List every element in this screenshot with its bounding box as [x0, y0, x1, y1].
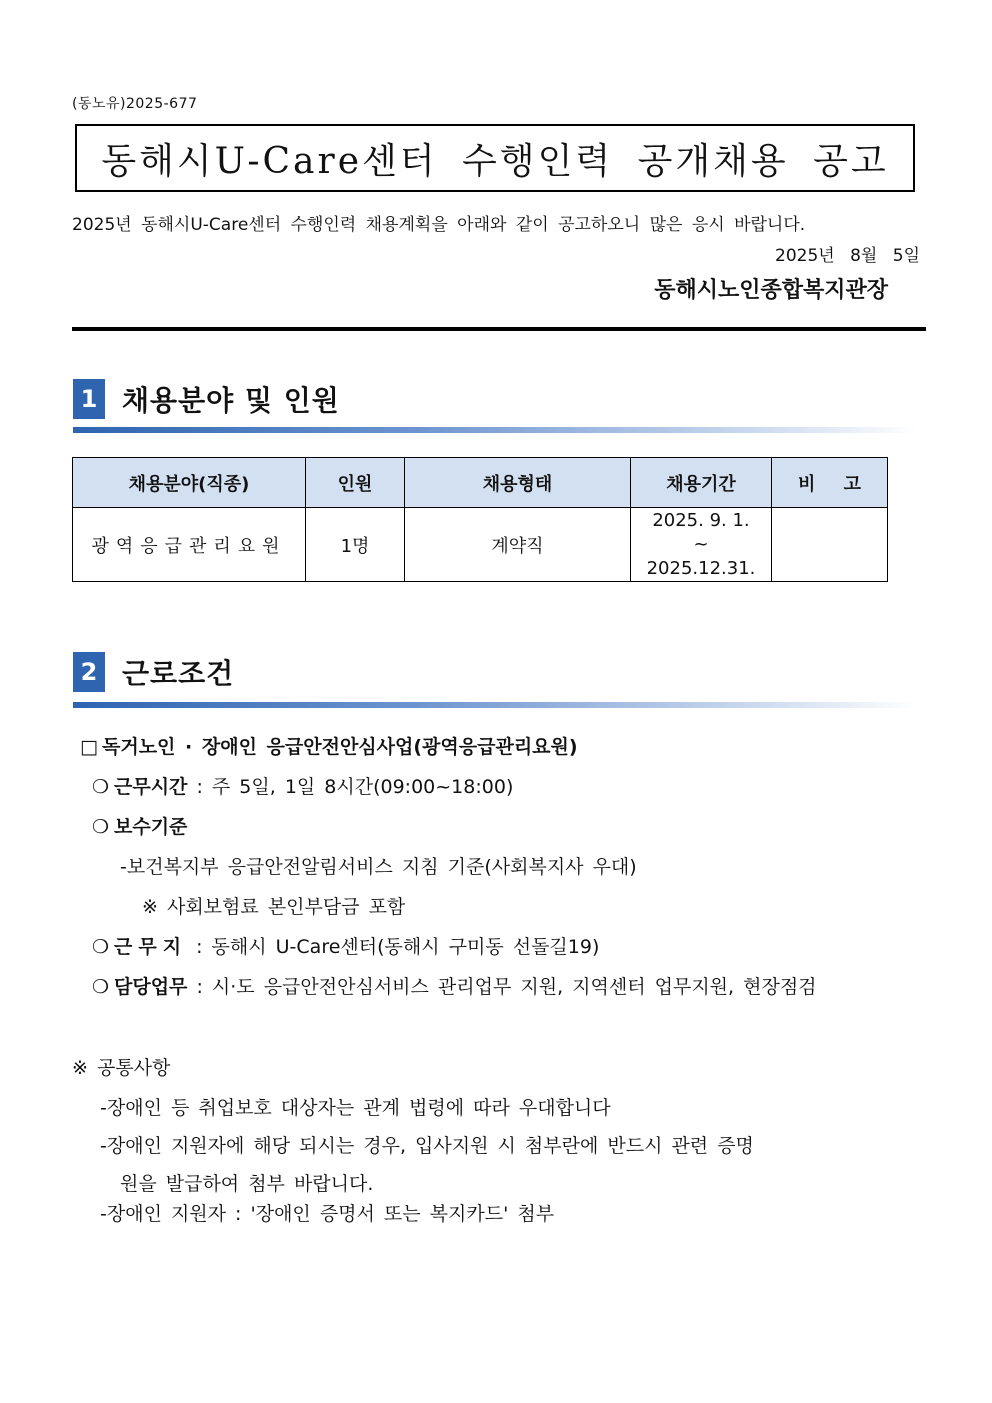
- workplace: [92, 932, 599, 959]
- duties: [92, 972, 817, 999]
- project-item: [80, 732, 578, 759]
- title-box: [75, 124, 915, 192]
- pay-standard-detail: -보건복지부 응급안전알림서비스 지침 기준(사회복지사 우대): [120, 856, 637, 878]
- square-bullet-icon: □: [80, 736, 98, 758]
- work-hours: [92, 772, 513, 799]
- workplace-label: 근무지: [114, 936, 188, 958]
- document-number: (동노유)2025-677: [72, 96, 198, 112]
- cell-field: 광역응급관리요원: [73, 508, 306, 582]
- circle-bullet-icon: ❍: [92, 816, 110, 838]
- common-notes-heading: ※ 공통사항: [72, 1057, 171, 1079]
- common-note-2: -장애인 지원자에 해당 되시는 경우, 입사지원 시 첨부란에 반드시 관련 증명: [100, 1135, 754, 1157]
- work-hours-value: : 주 5일, 1일 8시간(09:00~18:00): [187, 776, 514, 798]
- section-2-number: 2: [73, 652, 105, 692]
- cell-period: [631, 508, 772, 582]
- intro-text: 2025년 동해시U-Care센터 수행인력 채용계획을 아래와 같이 공고하오니 많은 응시 바랍니다.: [72, 215, 806, 235]
- announcement-date: 2025년 8월 5일: [775, 246, 920, 266]
- period-separator: ~: [693, 533, 709, 555]
- common-note-3: -장애인 지원자 : '장애인 증명서 또는 복지카드' 첨부: [100, 1203, 555, 1225]
- cell-type: 계약직: [405, 508, 631, 582]
- organization-name: 동해시노인종합복지관장: [654, 278, 888, 303]
- project-item-text: 독거노인 · 장애인 응급안전안심사업(광역응급관리요원): [102, 736, 578, 758]
- circle-bullet-icon: ❍: [92, 936, 110, 958]
- circle-bullet-icon: ❍: [92, 776, 110, 798]
- pay-standard-label: 보수기준: [114, 816, 188, 838]
- section-2-underline: [73, 702, 918, 708]
- cell-count: 1명: [306, 508, 405, 582]
- common-note-2-continued: 원을 발급하여 첨부 바랍니다.: [120, 1173, 374, 1195]
- table-row: [73, 508, 888, 582]
- duties-value: : 시·도 응급안전안심서비스 관리업무 지원, 지역센터 업무지원, 현장점검: [187, 976, 817, 998]
- header-divider: [72, 327, 926, 331]
- duties-label: 담당업무: [114, 976, 188, 998]
- header-period: 채용기간: [631, 458, 772, 508]
- period-end: 2025.12.31.: [646, 557, 756, 579]
- table-header-row: [73, 458, 888, 508]
- cell-remarks: [772, 508, 888, 582]
- header-count: 인원: [306, 458, 405, 508]
- section-1-underline: [73, 427, 918, 433]
- section-2-title: 근로조건: [122, 657, 235, 690]
- workplace-value: : 동해시 U-Care센터(동해시 구미동 선돌길19): [187, 936, 600, 958]
- header-field: 채용분야(직종): [73, 458, 306, 508]
- pay-standard: [92, 812, 187, 839]
- circle-bullet-icon: ❍: [92, 976, 110, 998]
- section-1-number: 1: [73, 379, 105, 419]
- work-hours-label: 근무시간: [114, 776, 188, 798]
- header-remarks: 비 고: [772, 458, 888, 508]
- section-1-title: 채용분야 및 인원: [122, 384, 340, 417]
- recruitment-table: [72, 457, 888, 582]
- header-type: 채용형태: [405, 458, 631, 508]
- period-start: 2025. 9. 1.: [652, 509, 750, 531]
- page-title: 동해시U-Care센터 수행인력 공개채용 공고: [101, 140, 889, 182]
- pay-standard-note: ※ 사회보험료 본인부담금 포함: [142, 896, 406, 918]
- common-note-1: -장애인 등 취업보호 대상자는 관계 법령에 따라 우대합니다: [100, 1097, 611, 1119]
